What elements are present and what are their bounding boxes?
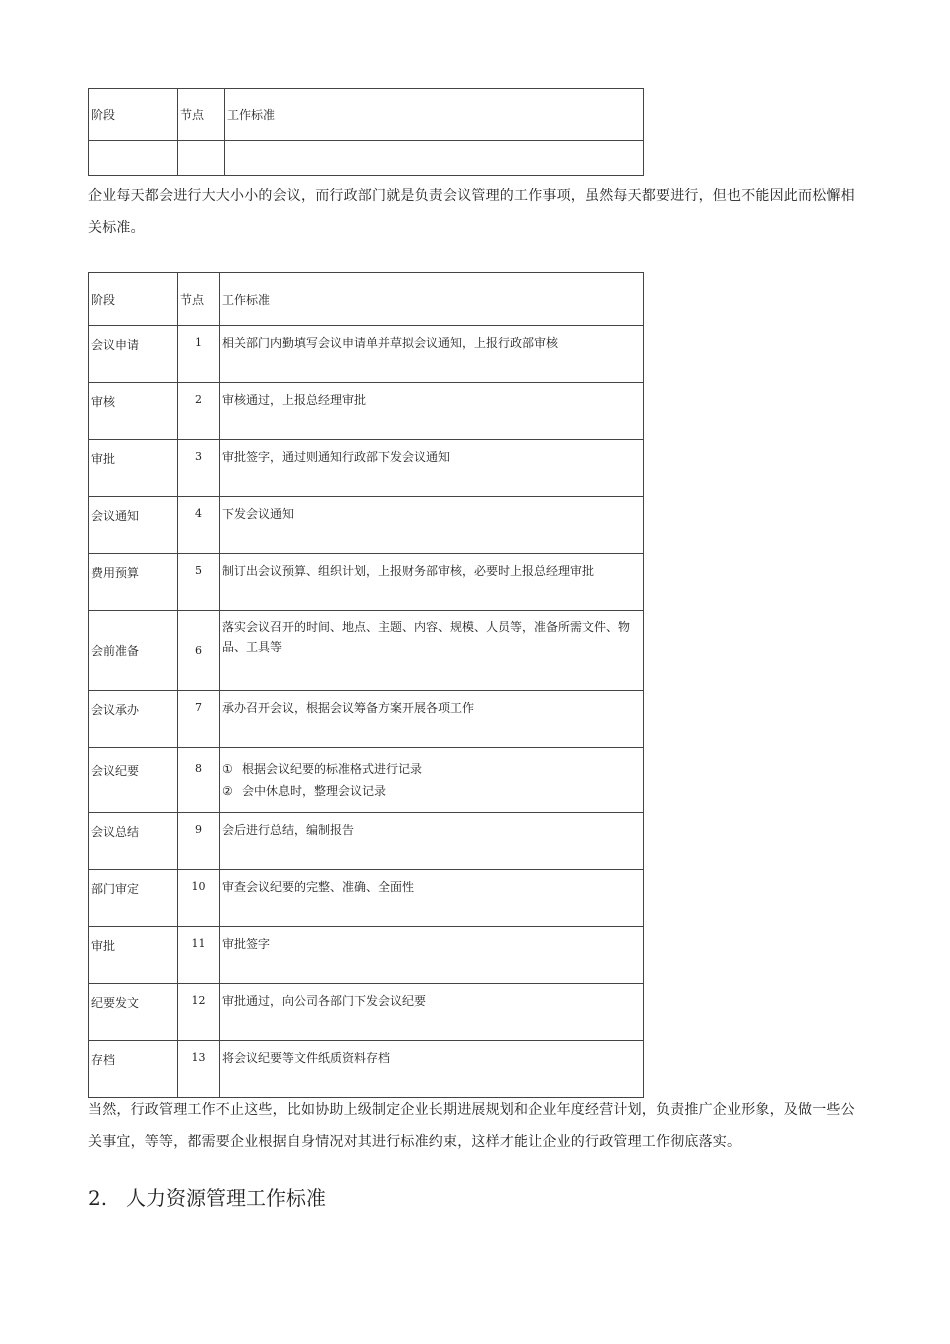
table-row — [89, 611, 644, 691]
table-row — [89, 748, 644, 813]
table-cell — [178, 141, 225, 176]
stage-cell: 会议承办 — [89, 691, 178, 748]
stage-cell: 会议通知 — [89, 497, 178, 554]
node-cell: 2 — [178, 383, 220, 440]
standard-cell: 会后进行总结，编制报告 — [220, 813, 644, 870]
node-cell: 4 — [178, 497, 220, 554]
table-row — [89, 870, 644, 927]
table-row — [89, 497, 644, 554]
node-cell: 10 — [178, 870, 220, 927]
header-stage: 阶段 — [89, 273, 178, 326]
table-row — [89, 141, 644, 176]
table-row — [89, 1041, 644, 1098]
list-item-text: 根据会议纪要的标准格式进行记录 — [242, 762, 423, 776]
stage-cell: 会前准备 — [89, 611, 178, 691]
standard-cell: 审查会议纪要的完整、准确、全面性 — [220, 870, 644, 927]
list-item — [222, 780, 641, 802]
stage-cell: 费用预算 — [89, 554, 178, 611]
node-cell: 3 — [178, 440, 220, 497]
meeting-management-table — [88, 272, 644, 1098]
table-header-row — [89, 273, 644, 326]
meeting-intro-paragraph: 企业每天都会进行大大小小的会议，而行政部门就是负责会议管理的工作事项，虽然每天都要进行，但也不能因此而松懈相关标准。 — [88, 188, 855, 236]
header-standard: 工作标准 — [220, 273, 644, 326]
standard-cell: 审批通过，向公司各部门下发会议纪要 — [220, 984, 644, 1041]
table-cell — [225, 141, 644, 176]
table-row — [89, 440, 644, 497]
standard-cell: 相关部门内勤填写会议申请单并草拟会议通知，上报行政部审核 — [220, 326, 644, 383]
stage-cell: 会议纪要 — [89, 748, 178, 813]
standard-cell: 审核通过，上报总经理审批 — [220, 383, 644, 440]
node-cell: 9 — [178, 813, 220, 870]
standard-cell: 落实会议召开的时间、地点、主题、内容、规模、人员等，准备所需文件、物品、工具等 — [220, 611, 644, 691]
list-item-text: 会中休息时，整理会议记录 — [242, 784, 387, 798]
node-cell: 6 — [178, 611, 220, 691]
standard-cell: 下发会议通知 — [220, 497, 644, 554]
header-standard: 工作标准 — [225, 89, 644, 141]
stage-cell: 审批 — [89, 927, 178, 984]
admin-summary-paragraph: 当然，行政管理工作不止这些，比如协助上级制定企业长期进展规划和企业年度经营计划，负责推广企业形象，及做一些公关事宜，等等，都需要企业根据自身情况对其进行标准约束，这样才能让企业的行政管理工作彻底落实。 — [88, 1102, 855, 1150]
node-cell: 11 — [178, 927, 220, 984]
header-node: 节点 — [178, 273, 220, 326]
list-item — [222, 758, 641, 780]
circled-number: ② — [222, 784, 233, 798]
stage-cell: 部门审定 — [89, 870, 178, 927]
standard-cell: 审批签字，通过则通知行政部下发会议通知 — [220, 440, 644, 497]
standard-cell: 审批签字 — [220, 927, 644, 984]
table-row — [89, 813, 644, 870]
standard-cell: 承办召开会议，根据会议筹备方案开展各项工作 — [220, 691, 644, 748]
standard-cell: 制订出会议预算、组织计划，上报财务部审核，必要时上报总经理审批 — [220, 554, 644, 611]
standard-cell: 将会议纪要等文件纸质资料存档 — [220, 1041, 644, 1098]
table-header-row — [89, 89, 644, 141]
node-cell: 12 — [178, 984, 220, 1041]
node-cell: 7 — [178, 691, 220, 748]
section-title: 人力资源管理工作标准 — [126, 1186, 326, 1210]
stage-cell: 审批 — [89, 440, 178, 497]
table-row — [89, 691, 644, 748]
section-number: 2. — [88, 1186, 108, 1210]
empty-standards-table — [88, 88, 644, 176]
circled-number: ① — [222, 762, 233, 776]
header-node: 节点 — [178, 89, 225, 141]
node-cell: 5 — [178, 554, 220, 611]
table-row — [89, 326, 644, 383]
table-row — [89, 383, 644, 440]
section-heading — [88, 1182, 326, 1211]
stage-cell: 会议总结 — [89, 813, 178, 870]
stage-cell: 会议申请 — [89, 326, 178, 383]
header-stage: 阶段 — [89, 89, 178, 141]
table-row — [89, 554, 644, 611]
stage-cell: 审核 — [89, 383, 178, 440]
node-cell: 13 — [178, 1041, 220, 1098]
table-row — [89, 927, 644, 984]
stage-cell: 存档 — [89, 1041, 178, 1098]
stage-cell: 纪要发文 — [89, 984, 178, 1041]
table-cell — [89, 141, 178, 176]
table-row — [89, 984, 644, 1041]
standard-cell — [220, 748, 644, 813]
node-cell: 8 — [178, 748, 220, 813]
node-cell: 1 — [178, 326, 220, 383]
